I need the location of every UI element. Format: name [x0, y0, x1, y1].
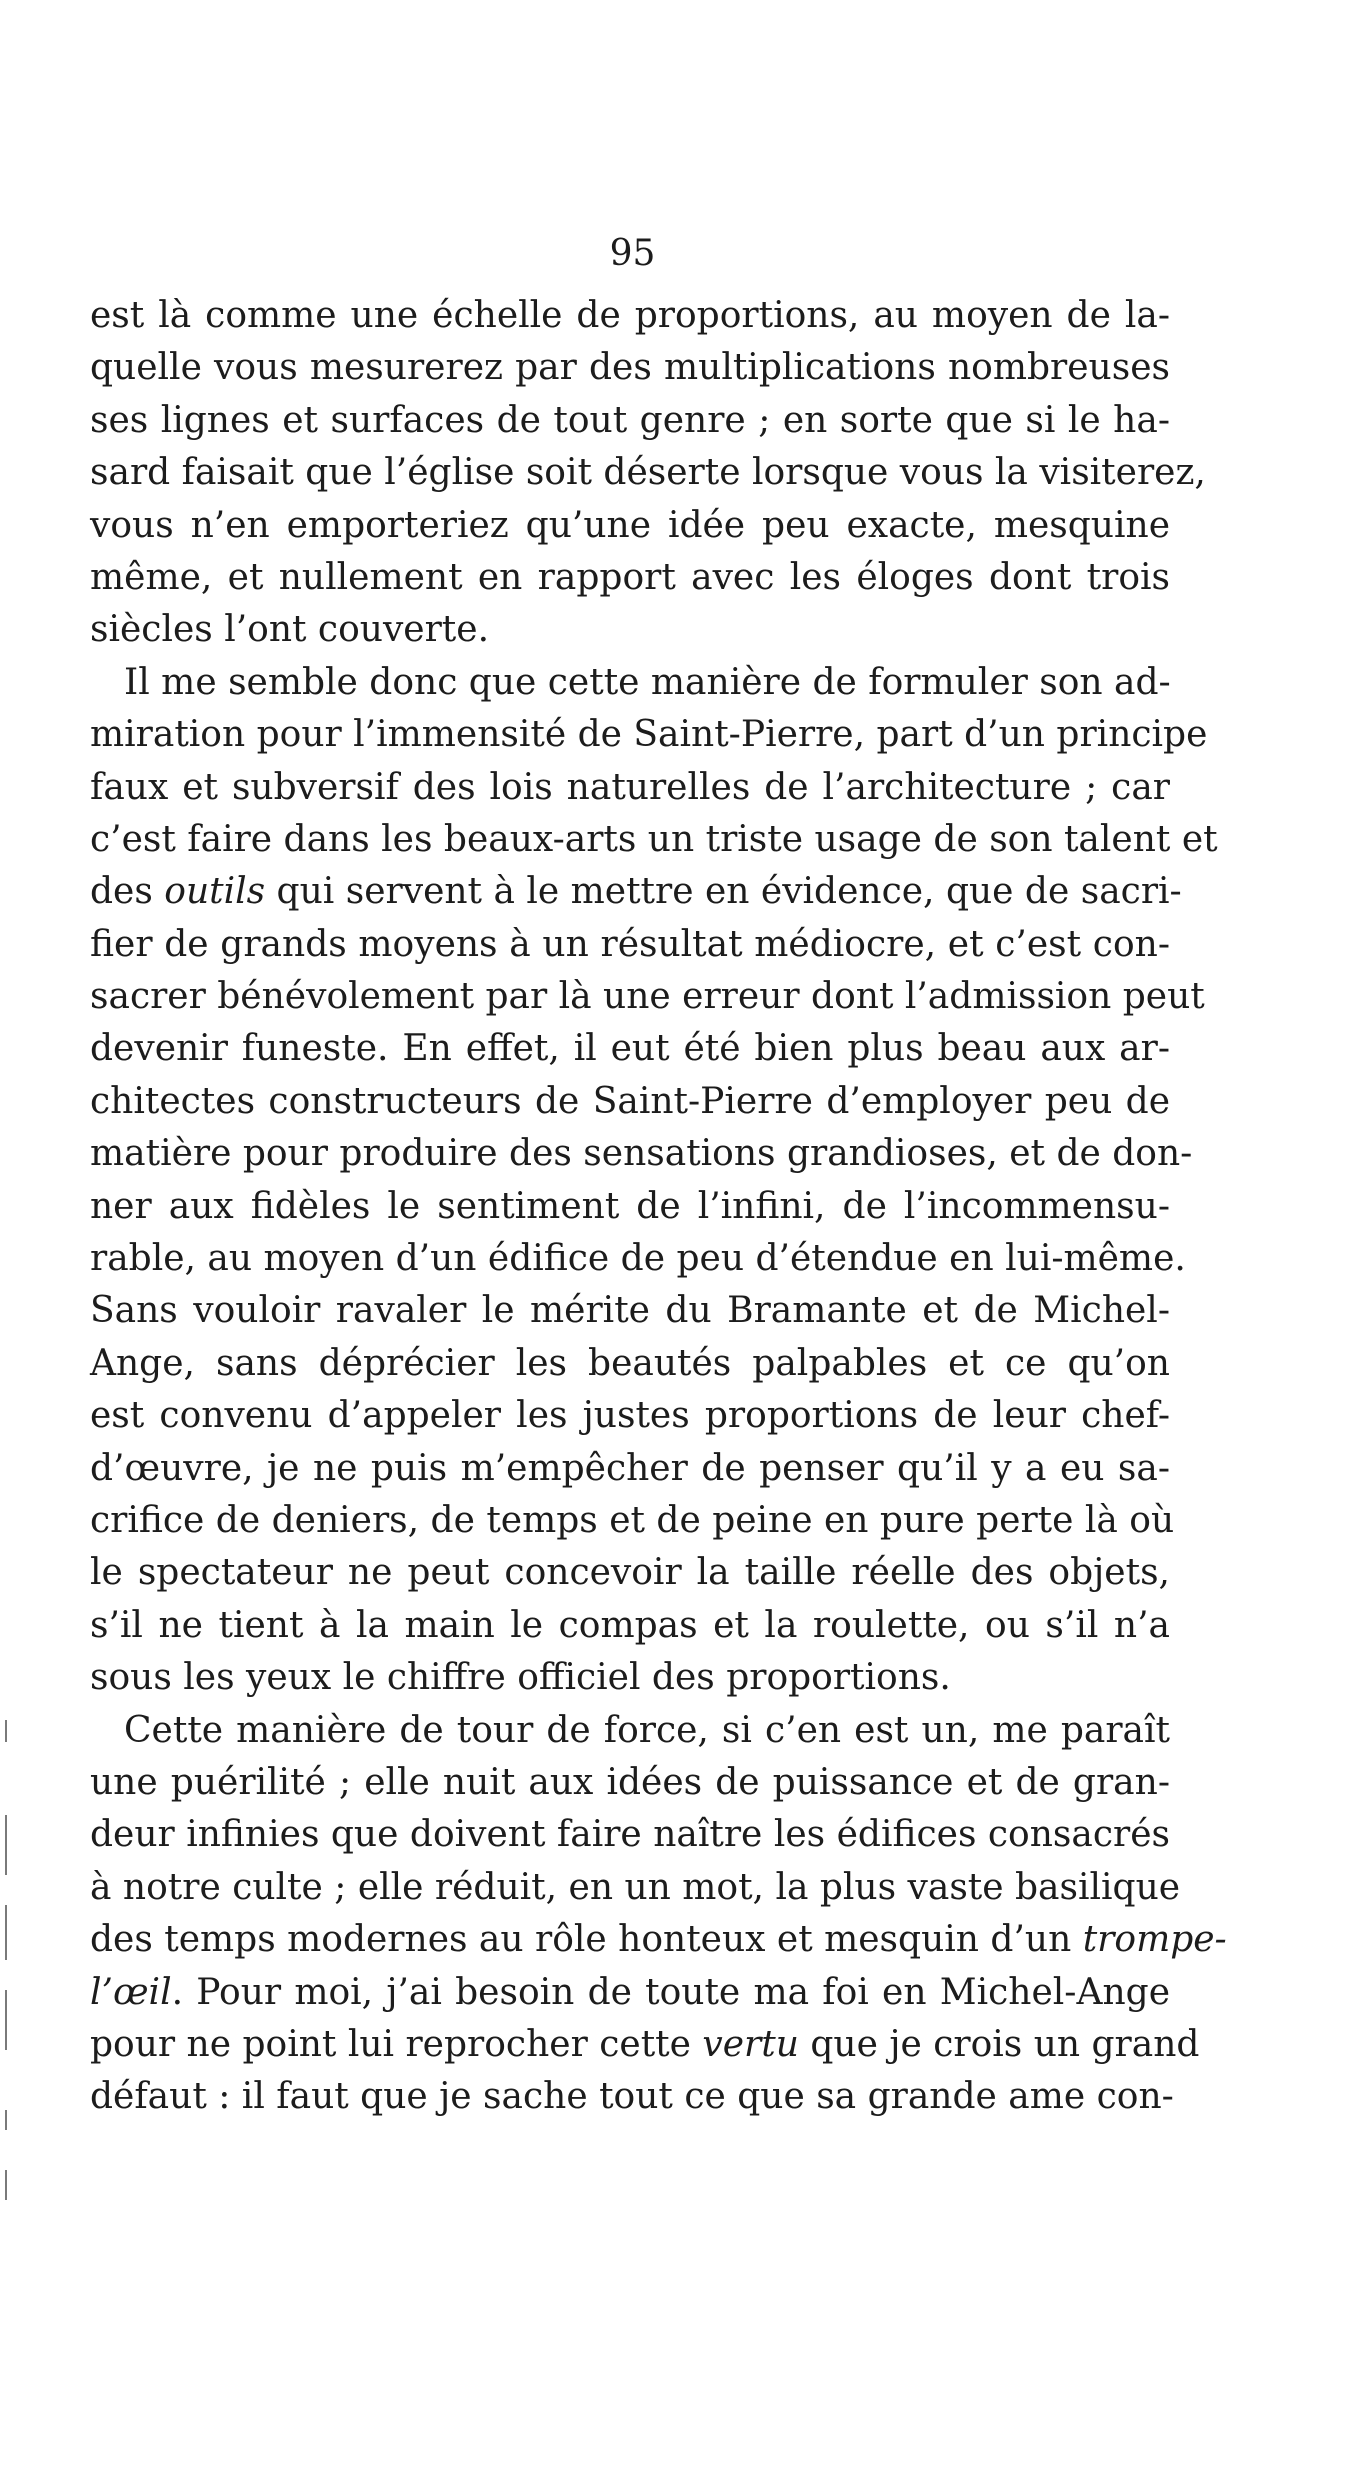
text-line	[90, 2019, 1200, 2071]
text-line	[90, 395, 1170, 447]
text-segment: sard faisait que l’église soit déserte lorsque vous la visiterez,	[90, 452, 1206, 494]
margin-mark	[5, 2170, 7, 2200]
text-line	[90, 500, 1170, 552]
text-segment: des	[90, 871, 165, 913]
text-line	[90, 814, 1218, 866]
text-segment: s’il ne tient à la main le compas et la roulette, ou s’il n’a	[90, 1604, 1170, 1646]
text-line	[90, 1128, 1193, 1180]
text-segment: que je crois un grand	[798, 2023, 1200, 2065]
body-text	[90, 290, 1227, 2124]
text-line	[90, 1181, 1170, 1233]
text-line	[90, 1443, 1170, 1495]
text-segment: une puérilité ; elle nuit aux idées de puissance et de gran-	[90, 1761, 1170, 1803]
text-line	[90, 919, 1170, 971]
text-segment: est là comme une échelle de proportions, au moyen de la-	[90, 295, 1170, 336]
text-segment: rable, au moyen d’un édifice de peu d’étendue en lui-même.	[90, 1238, 1186, 1280]
text-segment: miration pour l’immensité de Saint-Pierre, part d’un principe	[90, 714, 1208, 756]
margin-mark	[5, 1905, 7, 1960]
margin-mark	[5, 1720, 7, 1742]
text-line	[90, 1652, 1170, 1704]
text-line	[90, 762, 1170, 814]
text-line	[90, 447, 1206, 499]
text-line	[90, 1023, 1170, 1075]
text-segment: devenir funeste. En effet, il eut été bien plus beau aux ar-	[90, 1028, 1170, 1070]
text-segment: vous n’en emporteriez qu’une idée peu exacte, mesquine	[90, 504, 1170, 546]
text-segment: siècles l’ont couverte.	[90, 609, 490, 651]
text-line	[90, 1757, 1170, 1809]
text-segment: fier de grands moyens à un résultat médiocre, et c’est con-	[90, 923, 1170, 965]
text-segment: Ange, sans déprécier les beautés palpables et ce qu’on	[90, 1342, 1170, 1384]
text-line	[90, 971, 1205, 1023]
text-segment: Il me semble donc que cette manière de formuler son ad-	[124, 661, 1171, 703]
text-line	[90, 1390, 1170, 1442]
text-segment: le spectateur ne peut concevoir la taille réelle des objets,	[90, 1552, 1170, 1594]
text-line	[90, 866, 1182, 918]
text-line	[90, 2071, 1174, 2123]
text-line	[90, 709, 1208, 761]
text-line	[90, 1967, 1170, 2019]
text-line	[90, 1076, 1170, 1128]
text-line	[90, 1914, 1227, 1966]
text-line	[90, 1495, 1175, 1547]
text-segment: qui servent à le mettre en évidence, que de sacri-	[265, 871, 1182, 913]
text-line	[90, 1600, 1170, 1652]
italic-text: vertu	[702, 2023, 799, 2065]
text-segment: quelle vous mesurerez par des multiplications nombreuses	[90, 347, 1170, 389]
margin-scan-marks	[5, 1720, 9, 2300]
text-segment: à notre culte ; elle réduit, en un mot, la plus vaste basilique	[90, 1866, 1181, 1908]
text-segment: . Pour moi, j’ai besoin de toute ma foi en Michel-Ange	[171, 1971, 1170, 2013]
text-line	[90, 1285, 1170, 1337]
margin-mark	[5, 1815, 7, 1875]
text-segment: faux et subversif des lois naturelles de l’architecture ; car	[90, 766, 1170, 808]
text-line	[90, 1705, 1170, 1757]
italic-text: outils	[164, 871, 266, 913]
italic-text: l’œil	[90, 1971, 172, 2013]
text-segment: d’œuvre, je ne puis m’empêcher de penser qu’il y a eu sa-	[90, 1447, 1170, 1489]
text-line	[90, 342, 1170, 394]
text-segment: deur infinies que doivent faire naître les édifices consacrés	[90, 1814, 1170, 1856]
text-line	[90, 657, 1170, 709]
text-segment: matière pour produire des sensations grandioses, et de don-	[90, 1133, 1193, 1175]
text-line	[90, 1233, 1186, 1285]
text-segment: même, et nullement en rapport avec les éloges dont trois	[90, 556, 1170, 598]
text-segment: sacrer bénévolement par là une erreur dont l’admission peut	[90, 976, 1205, 1018]
text-segment: des temps modernes au rôle honteux et mesquin d’un	[90, 1919, 1083, 1961]
text-segment: Sans vouloir ravaler le mérite du Bramante et de Michel-	[90, 1290, 1170, 1332]
text-line	[90, 1862, 1181, 1914]
text-line	[90, 1809, 1170, 1861]
text-segment: est convenu d’appeler les justes proportions de leur chef-	[90, 1395, 1170, 1437]
margin-mark	[5, 1990, 7, 2050]
text-segment: sous les yeux le chiffre officiel des proportions.	[90, 1657, 951, 1699]
text-segment: c’est faire dans les beaux-arts un triste usage de son talent et	[90, 818, 1218, 860]
text-segment: crifice de deniers, de temps et de peine en pure perte là où	[90, 1499, 1175, 1541]
text-segment: Cette manière de tour de force, si c’en est un, me paraît	[124, 1709, 1170, 1751]
text-line	[90, 290, 1170, 342]
page-number: 95	[609, 233, 656, 274]
text-segment: ses lignes et surfaces de tout genre ; en sorte que si le ha-	[90, 399, 1170, 441]
text-line	[90, 1338, 1170, 1390]
text-segment: défaut : il faut que je sache tout ce que sa grande ame con-	[90, 2076, 1174, 2118]
text-segment: pour ne point lui reprocher cette	[90, 2023, 703, 2065]
text-segment: ner aux fidèles le sentiment de l’infini, de l’incommensu-	[90, 1185, 1170, 1227]
text-line	[90, 552, 1170, 604]
italic-text: trompe-	[1082, 1919, 1227, 1961]
margin-mark	[5, 2110, 7, 2130]
text-segment: chitectes constructeurs de Saint-Pierre d’employer peu de	[90, 1080, 1170, 1122]
text-line	[90, 1547, 1170, 1599]
text-line	[90, 604, 1170, 656]
